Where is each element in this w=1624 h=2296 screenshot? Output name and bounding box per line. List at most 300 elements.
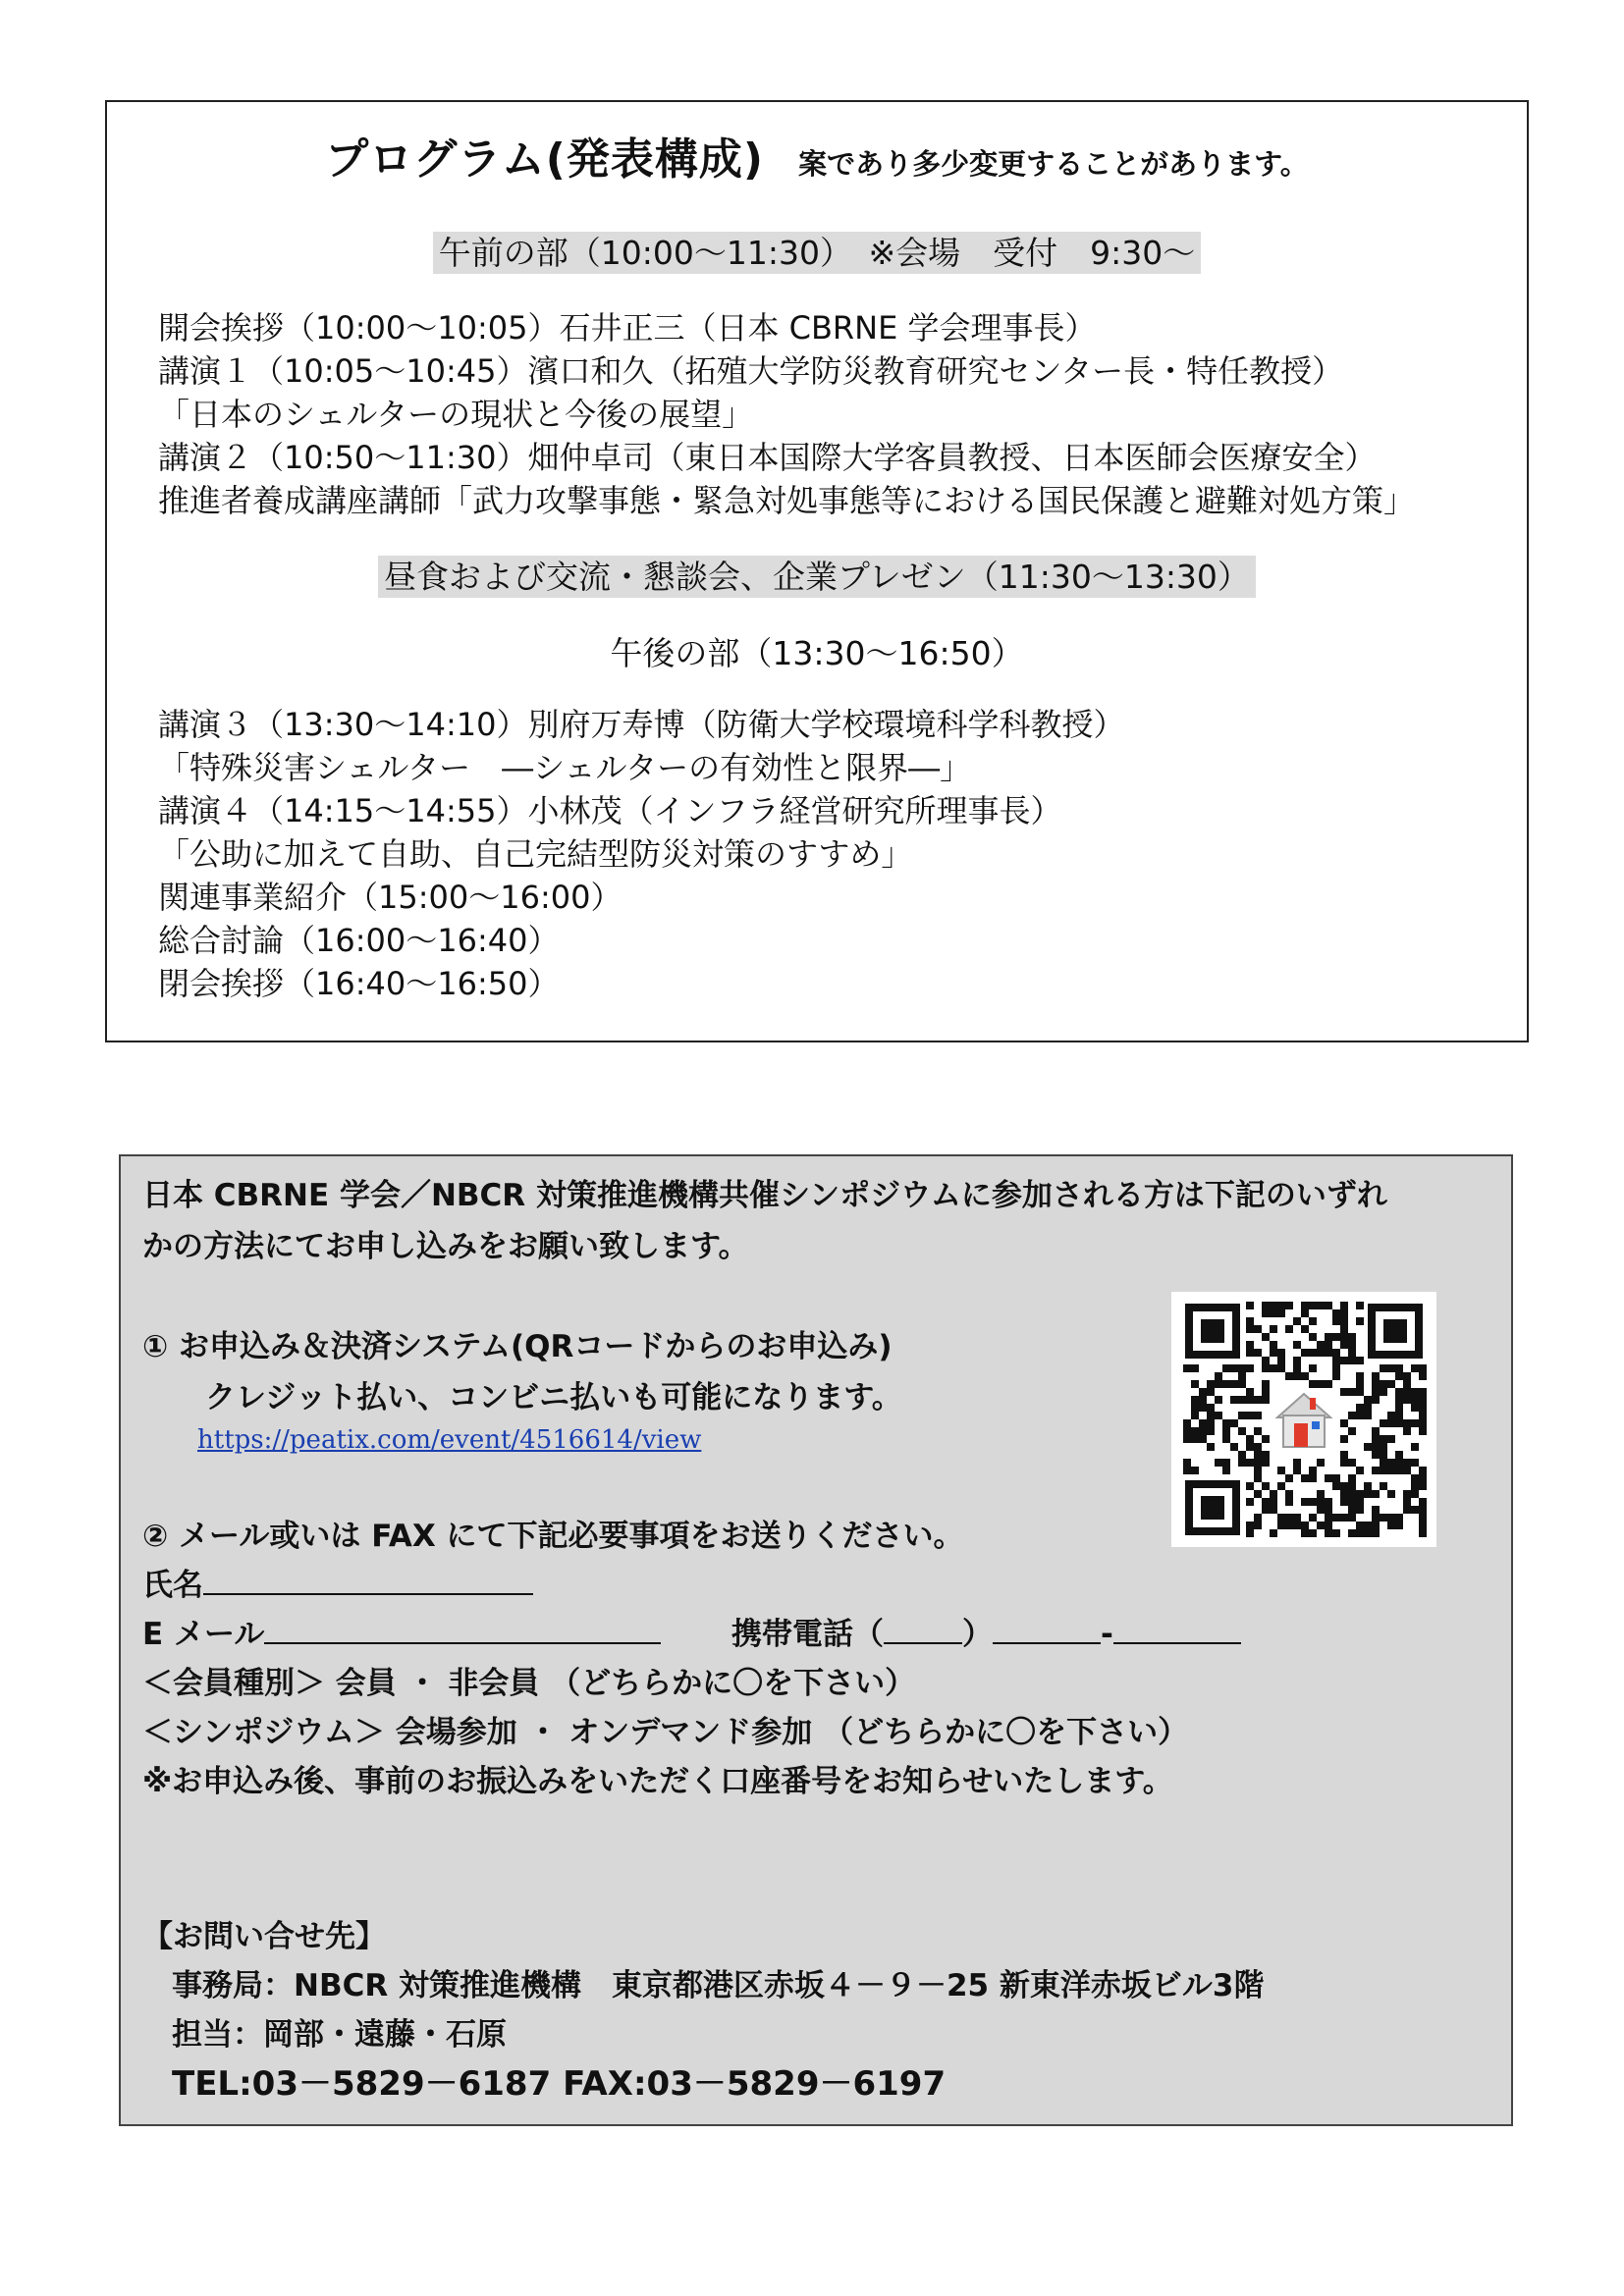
qr-module — [1364, 1404, 1372, 1412]
qr-module — [1262, 1459, 1270, 1467]
qr-code-icon[interactable] — [1171, 1292, 1436, 1547]
qr-module — [1222, 1380, 1230, 1388]
email-phone-row — [142, 1610, 1188, 1659]
qr-module — [1387, 1514, 1395, 1522]
qr-module — [1262, 1333, 1270, 1341]
qr-module — [1387, 1419, 1395, 1427]
morning-program-list — [158, 306, 1415, 522]
qr-module — [1403, 1459, 1411, 1467]
qr-module — [1293, 1317, 1301, 1325]
qr-module — [1411, 1404, 1419, 1412]
qr-module — [1411, 1459, 1419, 1467]
qr-module — [1230, 1364, 1238, 1372]
qr-module — [1191, 1435, 1199, 1443]
qr-module — [1419, 1396, 1427, 1404]
qr-module — [1293, 1364, 1301, 1372]
qr-module — [1309, 1514, 1317, 1522]
morning-session-header — [107, 228, 1527, 274]
qr-module — [1293, 1514, 1301, 1522]
lunch-session-header — [107, 552, 1527, 598]
email-field[interactable] — [264, 1611, 661, 1644]
qr-module — [1380, 1380, 1387, 1388]
qr-module — [1380, 1388, 1387, 1396]
qr-module — [1419, 1427, 1427, 1435]
qr-module — [1332, 1349, 1340, 1357]
qr-module — [1372, 1514, 1380, 1522]
qr-module — [1293, 1357, 1301, 1364]
qr-module — [1215, 1459, 1222, 1467]
program-line: 「公助に加えて自助、自己完結型防災対策のすすめ」 — [158, 835, 913, 873]
qr-module — [1340, 1498, 1348, 1506]
qr-module — [1246, 1349, 1254, 1357]
qr-module — [1403, 1388, 1411, 1396]
qr-module — [1262, 1380, 1270, 1388]
qr-module — [1309, 1333, 1317, 1341]
qr-module — [1262, 1435, 1270, 1443]
qr-module — [1340, 1317, 1348, 1325]
qr-module — [1254, 1412, 1262, 1419]
qr-module — [1340, 1388, 1348, 1396]
qr-module — [1395, 1364, 1403, 1372]
qr-module — [1325, 1341, 1332, 1349]
qr-module — [1411, 1506, 1419, 1514]
phone-area-field[interactable] — [884, 1611, 962, 1644]
program-line: 「特殊災害シェルター ―シェルターの有効性と限界―」 — [158, 749, 972, 786]
qr-module — [1293, 1341, 1301, 1349]
qr-module — [1183, 1427, 1191, 1435]
program-box — [105, 100, 1529, 1042]
qr-module — [1403, 1372, 1411, 1380]
option-1-title: ① お申込み＆決済システム(QRコードからのお申込み) — [142, 1329, 893, 1364]
qr-module — [1356, 1467, 1364, 1474]
qr-module — [1348, 1506, 1356, 1514]
qr-module — [1419, 1419, 1427, 1427]
qr-module — [1222, 1435, 1230, 1443]
qr-module — [1246, 1341, 1254, 1349]
qr-module — [1309, 1349, 1317, 1357]
qr-module — [1348, 1357, 1356, 1364]
qr-module — [1222, 1419, 1230, 1427]
qr-module — [1246, 1388, 1254, 1396]
contact-tel-fax: TEL:03－5829－6187 FAX:03－5829－6197 — [172, 2064, 947, 2104]
qr-module — [1270, 1364, 1277, 1372]
qr-module — [1372, 1427, 1380, 1435]
qr-module — [1270, 1506, 1277, 1514]
qr-module — [1380, 1459, 1387, 1467]
qr-module — [1395, 1396, 1403, 1404]
qr-module — [1317, 1506, 1325, 1514]
qr-module — [1317, 1522, 1325, 1529]
qr-module — [1325, 1380, 1332, 1388]
qr-module — [1340, 1514, 1348, 1522]
qr-module — [1387, 1380, 1395, 1388]
qr-module — [1301, 1522, 1309, 1529]
qr-module — [1262, 1302, 1270, 1309]
peatix-link[interactable]: https://peatix.com/event/4516614/view — [197, 1425, 702, 1455]
option-1-subtext: クレジット払い、コンビニ払いも可能になります。 — [205, 1380, 902, 1415]
qr-module — [1277, 1514, 1285, 1522]
qr-module — [1380, 1443, 1387, 1451]
program-line: 講演１（10:05～10:45）濱口和久（拓殖大学防災教育研究センター長・特任教授） — [158, 352, 1344, 390]
qr-module — [1309, 1380, 1317, 1388]
qr-module — [1348, 1482, 1356, 1490]
qr-module — [1285, 1325, 1293, 1333]
qr-module — [1238, 1380, 1246, 1388]
qr-module — [1395, 1522, 1403, 1529]
qr-module — [1254, 1467, 1262, 1474]
qr-module — [1348, 1529, 1356, 1537]
qr-module — [1238, 1427, 1246, 1435]
afternoon-program-list — [158, 703, 1124, 1005]
qr-module — [1380, 1364, 1387, 1372]
qr-module — [1301, 1349, 1309, 1357]
qr-module — [1332, 1474, 1340, 1482]
qr-module — [1340, 1451, 1348, 1459]
qr-module — [1277, 1357, 1285, 1364]
program-line: 推進者養成講座講師「武力攻撃事態・緊急対処事態等における国民保護と避難対処方策」 — [158, 482, 1416, 519]
qr-module — [1246, 1498, 1254, 1506]
qr-module — [1403, 1467, 1411, 1474]
qr-module — [1246, 1302, 1254, 1309]
qr-module — [1301, 1474, 1309, 1482]
qr-module — [1285, 1474, 1293, 1482]
qr-module — [1411, 1443, 1419, 1451]
qr-module — [1222, 1427, 1230, 1435]
qr-module — [1403, 1396, 1411, 1404]
qr-module — [1332, 1357, 1340, 1364]
qr-module — [1254, 1325, 1262, 1333]
qr-module — [1364, 1529, 1372, 1537]
qr-module — [1238, 1364, 1246, 1372]
qr-module — [1246, 1396, 1254, 1404]
qr-module — [1191, 1467, 1199, 1474]
program-title-note: 案であり多少変更することがあります。 — [798, 147, 1309, 181]
qr-module — [1380, 1435, 1387, 1443]
phone-group — [731, 1610, 1241, 1659]
program-line: 講演４（14:15～14:55）小林茂（インフラ経営研究所理事長） — [158, 792, 1062, 829]
qr-module — [1270, 1302, 1277, 1309]
qr-module — [1419, 1474, 1427, 1482]
member-type-row[interactable]: ＜会員種別＞ 会員 ・ 非会員 （どちらかに〇を下さい） — [142, 1666, 916, 1701]
qr-module — [1411, 1419, 1419, 1427]
email-label: E メール — [142, 1617, 265, 1652]
qr-module — [1317, 1498, 1325, 1506]
qr-module — [1262, 1388, 1270, 1396]
qr-module — [1419, 1506, 1427, 1514]
qr-module — [1238, 1459, 1246, 1467]
qr-module — [1348, 1412, 1356, 1419]
qr-module — [1348, 1333, 1356, 1341]
name-field[interactable] — [203, 1562, 533, 1595]
qr-module — [1419, 1467, 1427, 1474]
qr-module — [1348, 1490, 1356, 1498]
qr-module — [1301, 1372, 1309, 1380]
phone-prefix-field[interactable] — [993, 1611, 1101, 1644]
qr-module — [1230, 1396, 1238, 1404]
qr-module — [1277, 1522, 1285, 1529]
qr-module — [1254, 1349, 1262, 1357]
qr-module — [1222, 1467, 1230, 1474]
qr-module — [1254, 1451, 1262, 1459]
qr-module — [1285, 1498, 1293, 1506]
program-line: 講演３（13:30～14:10）別府万寿博（防衛大学校環境科学科教授） — [158, 706, 1125, 743]
qr-module — [1356, 1372, 1364, 1380]
qr-module — [1254, 1443, 1262, 1451]
qr-module — [1403, 1490, 1411, 1498]
qr-module — [1301, 1309, 1309, 1317]
qr-module — [1238, 1396, 1246, 1404]
qr-module — [1340, 1435, 1348, 1443]
qr-module — [1183, 1364, 1191, 1372]
qr-module — [1332, 1364, 1340, 1372]
qr-module — [1270, 1498, 1277, 1506]
phone-dash: - — [1101, 1617, 1113, 1652]
qr-module — [1387, 1467, 1395, 1474]
contact-staff: 担当：岡部・遠藤・石原 — [172, 2017, 507, 2053]
qr-module — [1207, 1443, 1215, 1451]
qr-module — [1317, 1349, 1325, 1357]
qr-module — [1403, 1380, 1411, 1388]
qr-module — [1317, 1341, 1325, 1349]
registration-box — [119, 1154, 1513, 2126]
qr-module — [1262, 1451, 1270, 1459]
qr-module — [1325, 1333, 1332, 1341]
qr-module — [1419, 1522, 1427, 1529]
qr-module — [1419, 1404, 1427, 1412]
qr-module — [1301, 1302, 1309, 1309]
qr-module — [1317, 1459, 1325, 1467]
qr-module — [1246, 1529, 1254, 1537]
qr-module — [1215, 1380, 1222, 1388]
qr-module — [1207, 1419, 1215, 1427]
qr-module — [1372, 1388, 1380, 1396]
qr-module — [1238, 1451, 1246, 1459]
program-line: 「日本のシェルターの現状と今後の展望」 — [158, 396, 754, 433]
qr-module — [1364, 1522, 1372, 1529]
qr-module — [1262, 1482, 1270, 1490]
qr-module — [1238, 1372, 1246, 1380]
qr-module — [1411, 1388, 1419, 1396]
qr-module — [1372, 1490, 1380, 1498]
qr-module — [1364, 1396, 1372, 1404]
qr-module — [1254, 1474, 1262, 1482]
qr-module — [1411, 1396, 1419, 1404]
qr-module — [1309, 1498, 1317, 1506]
qr-module — [1246, 1325, 1254, 1333]
qr-module — [1309, 1302, 1317, 1309]
qr-module — [1246, 1482, 1254, 1490]
qr-module — [1262, 1357, 1270, 1364]
qr-module — [1356, 1388, 1364, 1396]
qr-module — [1183, 1435, 1191, 1443]
qr-module — [1285, 1514, 1293, 1522]
qr-module — [1395, 1467, 1403, 1474]
qr-module — [1191, 1396, 1199, 1404]
name-row — [142, 1561, 1188, 1610]
symposium-type-row[interactable]: ＜シンポジウム＞ 会場参加 ・ オンデマンド参加 （どちらかに〇を下さい） — [142, 1715, 1189, 1750]
qr-module — [1262, 1498, 1270, 1506]
qr-module — [1309, 1467, 1317, 1474]
qr-module — [1270, 1309, 1277, 1317]
qr-module — [1356, 1380, 1364, 1388]
qr-module — [1419, 1372, 1427, 1380]
qr-module — [1285, 1372, 1293, 1380]
qr-module — [1262, 1396, 1270, 1404]
qr-module — [1340, 1333, 1348, 1341]
qr-module — [1215, 1396, 1222, 1404]
qr-module — [1364, 1490, 1372, 1498]
qr-module — [1222, 1364, 1230, 1372]
qr-module — [1293, 1372, 1301, 1380]
qr-module — [1340, 1325, 1348, 1333]
qr-module — [1207, 1388, 1215, 1396]
qr-module — [1262, 1309, 1270, 1317]
qr-module — [1372, 1529, 1380, 1537]
qr-module — [1277, 1302, 1285, 1309]
program-line: 講演２（10:50～11:30）畑仲卓司（東日本国際大学客員教授、日本医師会医療安全） — [158, 439, 1377, 476]
qr-module — [1309, 1364, 1317, 1372]
qr-module — [1325, 1506, 1332, 1514]
qr-module — [1419, 1388, 1427, 1396]
qr-module — [1325, 1529, 1332, 1537]
qr-module — [1207, 1380, 1215, 1388]
qr-module — [1348, 1427, 1356, 1435]
program-line: 閉会挨拶（16:40～16:50） — [158, 965, 560, 1002]
qr-module — [1380, 1482, 1387, 1490]
qr-module — [1309, 1317, 1317, 1325]
qr-module — [1246, 1443, 1254, 1451]
morning-header-text: 午前の部（10:00～11:30） ※会場 受付 9:30～ — [433, 232, 1201, 274]
phone-paren-close: ） — [962, 1617, 993, 1652]
qr-module — [1356, 1412, 1364, 1419]
qr-module — [1270, 1349, 1277, 1357]
option-2-form — [142, 1512, 1188, 1806]
qr-module — [1387, 1522, 1395, 1529]
qr-module — [1277, 1467, 1285, 1474]
qr-module — [1215, 1412, 1222, 1419]
qr-module — [1301, 1529, 1309, 1537]
qr-module — [1246, 1459, 1254, 1467]
qr-module — [1395, 1388, 1403, 1396]
registration-intro — [142, 1170, 1387, 1272]
qr-module — [1191, 1412, 1199, 1419]
phone-number-field[interactable] — [1113, 1611, 1241, 1644]
qr-module — [1356, 1302, 1364, 1309]
qr-module — [1340, 1357, 1348, 1364]
qr-module — [1419, 1514, 1427, 1522]
qr-module — [1372, 1372, 1380, 1380]
name-label: 氏名 — [142, 1568, 203, 1603]
qr-module — [1230, 1380, 1238, 1388]
qr-module — [1207, 1427, 1215, 1435]
qr-module — [1356, 1522, 1364, 1529]
qr-module — [1293, 1467, 1301, 1474]
qr-module — [1395, 1419, 1403, 1427]
qr-module — [1372, 1380, 1380, 1388]
qr-module — [1325, 1302, 1332, 1309]
qr-module — [1411, 1490, 1419, 1498]
qr-module — [1340, 1341, 1348, 1349]
qr-module — [1356, 1357, 1364, 1364]
qr-module — [1270, 1341, 1277, 1349]
qr-module — [1270, 1529, 1277, 1537]
qr-module — [1277, 1309, 1285, 1317]
qr-module — [1277, 1364, 1285, 1372]
qr-module — [1207, 1404, 1215, 1412]
qr-module — [1301, 1325, 1309, 1333]
qr-module — [1340, 1482, 1348, 1490]
qr-module — [1356, 1506, 1364, 1514]
qr-module — [1403, 1506, 1411, 1514]
qr-module — [1372, 1443, 1380, 1451]
qr-module — [1356, 1490, 1364, 1498]
qr-module — [1254, 1522, 1262, 1529]
qr-module — [1277, 1482, 1285, 1490]
qr-module — [1325, 1522, 1332, 1529]
program-line: 関連事業紹介（15:00～16:00） — [158, 879, 623, 916]
qr-module — [1387, 1364, 1395, 1372]
qr-module — [1270, 1490, 1277, 1498]
qr-module — [1309, 1529, 1317, 1537]
qr-module — [1395, 1412, 1403, 1419]
qr-module — [1348, 1349, 1356, 1357]
contact-office: 事務局：NBCR 対策推進機構 東京都港区赤坂４－９－25 新東洋赤坂ビル3階 — [172, 1968, 1265, 2003]
qr-module — [1325, 1498, 1332, 1506]
qr-module — [1348, 1514, 1356, 1522]
qr-module — [1246, 1317, 1254, 1325]
qr-module — [1332, 1529, 1340, 1537]
qr-module — [1387, 1459, 1395, 1467]
qr-module — [1411, 1474, 1419, 1482]
contact-header: 【お問い合せ先】 — [142, 1919, 386, 1954]
qr-module — [1254, 1490, 1262, 1498]
qr-module — [1387, 1490, 1395, 1498]
option-2-title: ② メール或いは FAX にて下記必要事項をお送りください。 — [142, 1519, 964, 1554]
qr-module — [1372, 1506, 1380, 1514]
qr-module — [1230, 1419, 1238, 1427]
qr-module — [1183, 1459, 1191, 1467]
qr-module — [1340, 1419, 1348, 1427]
qr-module — [1395, 1451, 1403, 1459]
qr-module — [1246, 1364, 1254, 1372]
qr-module — [1340, 1459, 1348, 1467]
qr-module — [1191, 1404, 1199, 1412]
qr-module — [1254, 1396, 1262, 1404]
qr-module — [1340, 1490, 1348, 1498]
qr-module — [1380, 1451, 1387, 1459]
qr-module — [1222, 1459, 1230, 1467]
program-title-row — [107, 124, 1527, 187]
qr-module — [1332, 1309, 1340, 1317]
qr-module — [1372, 1467, 1380, 1474]
qr-module — [1411, 1364, 1419, 1372]
qr-module — [1356, 1498, 1364, 1506]
qr-module — [1199, 1427, 1207, 1435]
qr-module — [1325, 1474, 1332, 1482]
qr-module — [1199, 1388, 1207, 1396]
qr-module — [1332, 1514, 1340, 1522]
qr-module — [1332, 1317, 1340, 1325]
qr-module — [1419, 1498, 1427, 1506]
qr-module — [1325, 1514, 1332, 1522]
qr-module — [1254, 1459, 1262, 1467]
payment-note: ※お申込み後、事前のお振込みをいただく口座番号をお知らせいたします。 — [142, 1764, 1173, 1799]
qr-module — [1348, 1474, 1356, 1482]
qr-module — [1254, 1514, 1262, 1522]
contact-section — [142, 1912, 1265, 2109]
qr-module — [1411, 1482, 1419, 1490]
qr-module — [1403, 1427, 1411, 1435]
